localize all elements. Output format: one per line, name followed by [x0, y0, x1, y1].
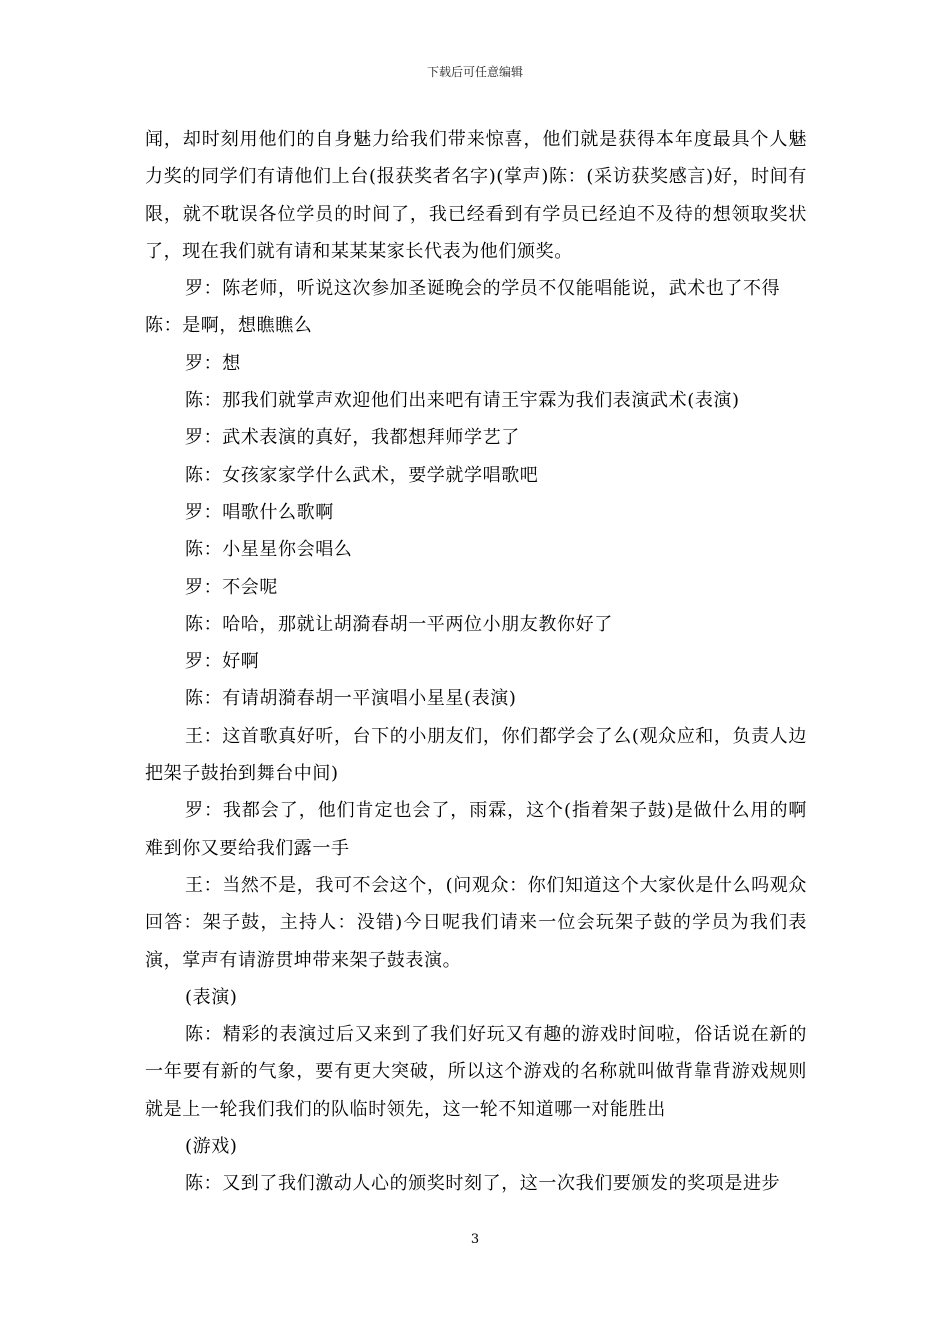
- paragraph: 罗：陈老师，听说这次参加圣诞晚会的学员不仅能唱能说，武术也了不得: [185, 278, 781, 300]
- paragraph: 罗：好啊: [185, 651, 260, 673]
- paragraph: 罗：我都会了，他们肯定也会了，雨霖，这个(指着架子鼓)是做什么用的啊难到你又要给我们露一手: [145, 800, 807, 859]
- document-body: [145, 121, 807, 1203]
- paragraph: (游戏): [185, 1136, 238, 1158]
- paragraph: 陈：那我们就掌声欢迎他们出来吧有请王宇霖为我们表演武术(表演): [185, 390, 740, 412]
- paragraph: 王：这首歌真好听，台下的小朋友们，你们都学会了么(观众应和，负责人边把架子鼓抬到舞台中间): [145, 725, 807, 785]
- paragraph: 陈：有请胡漪春胡一平演唱小星星(表演): [185, 688, 517, 710]
- paragraph: 罗：不会呢: [185, 576, 278, 598]
- paragraph: 陈：又到了我们激动人心的颁奖时刻了，这一次我们要颁发的奖项是进步: [185, 1173, 781, 1195]
- paragraph: 陈：是啊，想瞧瞧么: [145, 315, 313, 337]
- paragraph: 罗：唱歌什么歌啊: [185, 501, 334, 523]
- paragraph: 陈：小星星你会唱么: [185, 539, 353, 561]
- paragraph: 罗：武术表演的真好，我都想拜师学艺了: [185, 427, 520, 449]
- page-header: 下载后可任意编辑: [426, 65, 523, 79]
- paragraph: 陈：女孩家家学什么武术，要学就学唱歌吧: [185, 464, 539, 486]
- paragraph: 罗：想: [185, 352, 241, 374]
- paragraph: 王：当然不是，我可不会这个，(问观众：你们知道这个大家伙是什么吗观众回答：架子鼓，主持人：没错)今日呢我们请来一位会玩架子鼓的学员为我们表演，掌声有请游贯坤带来架子鼓表演。: [145, 874, 807, 971]
- paragraph: 陈：哈哈，那就让胡漪春胡一平两位小朋友教你好了: [185, 613, 613, 635]
- paragraph: (表演): [185, 986, 238, 1008]
- page-number: 3: [470, 1232, 480, 1247]
- paragraph: 陈：精彩的表演过后又来到了我们好玩又有趣的游戏时间啦，俗话说在新的一年要有新的气象，要有更大突破，所以这个游戏的名称就叫做背靠背游戏规则就是上一轮我们我们的队临时领先，这一轮不知道哪一对能胜出: [145, 1024, 807, 1120]
- paragraph: 闻，却时刻用他们的自身魅力给我们带来惊喜，他们就是获得本年度最具个人魅力奖的同学们有请他们上台(报获奖者名字)(掌声)陈：(采访获奖感言)好，时间有限，就不耽误各位学员的时间了，我已经看到有学员已经迫不及待的想领取奖状了，现在我们就有请和某某某家长代表为他们颁奖。: [145, 129, 807, 262]
